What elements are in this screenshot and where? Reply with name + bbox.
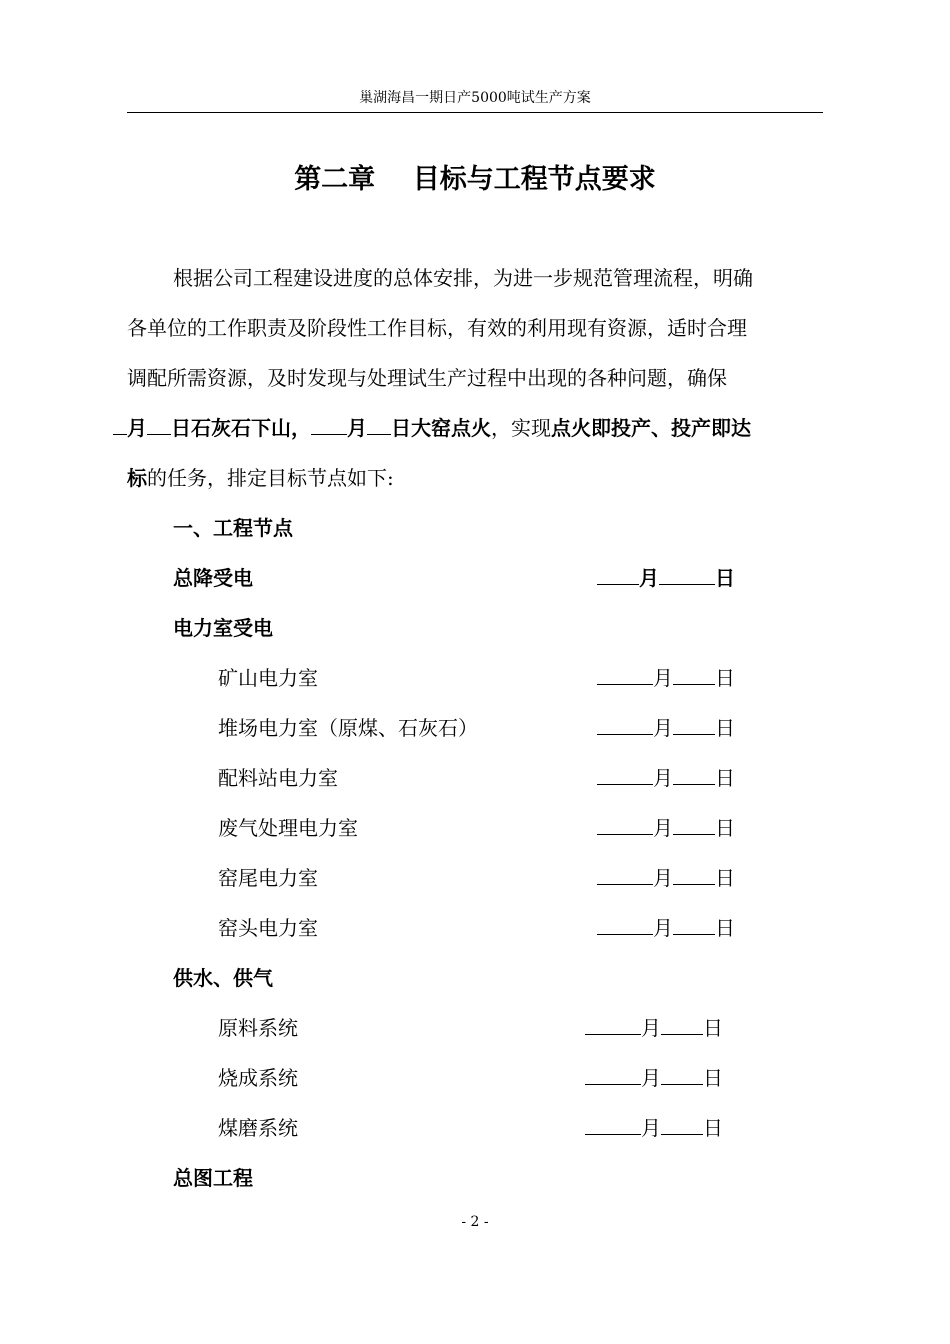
day-label: 日	[715, 716, 735, 740]
day-label: 日	[703, 1066, 723, 1090]
item-kiln-head-power-room: 窑头电力室	[218, 916, 318, 940]
day-label: 日	[715, 816, 735, 840]
month-label: 月	[653, 766, 673, 790]
blank-month-1-tail	[113, 414, 127, 435]
intro-limestone: 日石灰石下山，	[171, 416, 311, 440]
item-firing-system: 烧成系统	[218, 1066, 298, 1090]
date-mine-power-room	[597, 663, 735, 693]
day-label: 日	[715, 766, 735, 790]
date-kiln-head-power-room	[597, 913, 735, 943]
blank-day	[659, 564, 715, 585]
date-total-power	[597, 563, 735, 593]
day-label: 日	[715, 566, 735, 590]
intro-line-5	[127, 463, 823, 493]
intro-achieve: ，实现	[491, 416, 551, 440]
item-total-power: 总降受电	[173, 566, 253, 590]
month-label: 月	[639, 566, 659, 590]
header-rule	[127, 112, 823, 113]
blank-month-2	[311, 414, 347, 435]
item-general-layout: 总图工程	[173, 1166, 253, 1190]
item-waste-gas-power-room: 废气处理电力室	[218, 816, 358, 840]
month-label: 月	[641, 1116, 661, 1140]
item-batching-power-room: 配料站电力室	[218, 766, 338, 790]
item-power-rooms: 电力室受电	[173, 616, 273, 640]
day-label: 日	[715, 916, 735, 940]
date-raw-material-system	[585, 1013, 723, 1043]
blank-month	[585, 1014, 641, 1035]
intro-month-1: 月	[127, 416, 147, 440]
chapter-title: 第二章 目标与工程节点要求	[294, 164, 656, 195]
month-label: 月	[653, 916, 673, 940]
date-batching-power-room	[597, 763, 735, 793]
blank-day	[673, 664, 715, 685]
blank-day-1	[147, 414, 171, 435]
date-firing-system	[585, 1063, 723, 1093]
intro-line-3: 调配所需资源，及时发现与处理试生产过程中出现的各种问题，确保	[127, 366, 727, 390]
blank-month	[597, 764, 653, 785]
intro-line-2: 各单位的工作职责及阶段性工作目标，有效的利用现有资源，适时合理	[127, 316, 747, 340]
date-yard-power-room	[597, 713, 735, 743]
month-label: 月	[653, 666, 673, 690]
blank-month	[597, 914, 653, 935]
intro-goal-end: 标	[127, 466, 147, 490]
month-label: 月	[653, 866, 673, 890]
item-yard-power-room: 堆场电力室（原煤、石灰石）	[218, 716, 478, 740]
blank-month	[585, 1064, 641, 1085]
blank-day	[673, 764, 715, 785]
section-heading: 一、工程节点	[173, 516, 293, 540]
intro-month-2: 月	[347, 416, 367, 440]
blank-day	[673, 814, 715, 835]
month-label: 月	[653, 716, 673, 740]
intro-goal: 点火即投产、投产即达	[551, 416, 751, 440]
month-label: 月	[641, 1016, 661, 1040]
item-kiln-tail-power-room: 窑尾电力室	[218, 866, 318, 890]
intro-line-1: 根据公司工程建设进度的总体安排，为进一步规范管理流程，明确	[173, 266, 753, 290]
blank-month	[597, 814, 653, 835]
blank-day	[661, 1064, 703, 1085]
intro-line-4	[113, 413, 809, 443]
month-label: 月	[641, 1066, 661, 1090]
blank-day	[673, 864, 715, 885]
blank-month	[597, 714, 653, 735]
item-mine-power-room: 矿山电力室	[218, 666, 318, 690]
item-coal-mill-system: 煤磨系统	[218, 1116, 298, 1140]
date-waste-gas-power-room	[597, 813, 735, 843]
page-number: - 2 -	[461, 1214, 489, 1230]
day-label: 日	[715, 666, 735, 690]
intro-kiln-ignition: 日大窑点火	[391, 416, 491, 440]
blank-month	[597, 864, 653, 885]
item-raw-material-system: 原料系统	[218, 1016, 298, 1040]
date-kiln-tail-power-room	[597, 863, 735, 893]
blank-day	[673, 714, 715, 735]
blank-day-2	[367, 414, 391, 435]
month-label: 月	[653, 816, 673, 840]
blank-month	[597, 564, 639, 585]
day-label: 日	[715, 866, 735, 890]
blank-month	[585, 1114, 641, 1135]
item-water-gas-supply: 供水、供气	[173, 966, 273, 990]
blank-day	[661, 1114, 703, 1135]
date-coal-mill-system	[585, 1113, 723, 1143]
day-label: 日	[703, 1016, 723, 1040]
blank-day	[673, 914, 715, 935]
intro-task: 的任务，排定目标节点如下:	[147, 466, 394, 490]
blank-day	[661, 1014, 703, 1035]
running-header: 巢湖海昌一期日产5000吨试生产方案	[359, 90, 591, 106]
blank-month	[597, 664, 653, 685]
day-label: 日	[703, 1116, 723, 1140]
